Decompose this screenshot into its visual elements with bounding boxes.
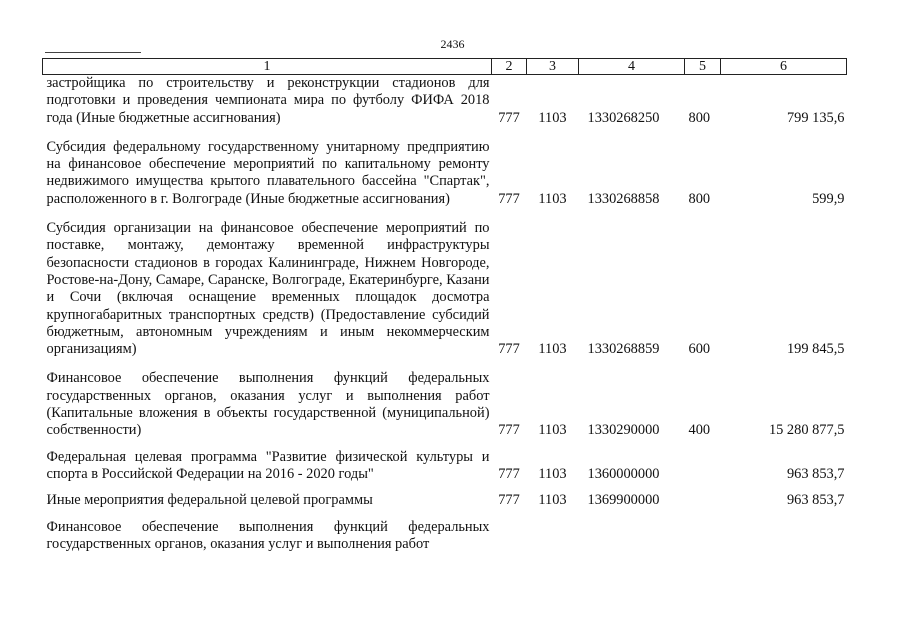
row-section-code: 1103 [538, 422, 567, 439]
table-row [43, 492, 847, 518]
row-amount [721, 519, 847, 554]
table-row [43, 370, 847, 448]
column-header-6: 6 [721, 59, 847, 75]
row-description: Федеральная целевая программа "Развитие физической культуры и спорта в Российской Федерации на 2016 - 2020 годы" [46, 448, 490, 482]
table-row [43, 449, 847, 493]
row-target-article [579, 519, 685, 554]
row-expense-type [685, 519, 721, 554]
row-expense-type: 800 [688, 190, 711, 207]
row-ministry-code: 777 [498, 492, 520, 509]
column-header-5: 5 [685, 59, 721, 75]
row-expense-type [685, 449, 721, 493]
row-amount: 963 853,7 [786, 465, 845, 482]
row-amount: 199 845,5 [786, 341, 845, 358]
row-section-code: 1103 [538, 341, 567, 358]
table-row [43, 220, 847, 370]
table-row [43, 75, 847, 139]
row-target-article: 1330268858 [587, 190, 660, 207]
row-ministry-code: 777 [498, 465, 520, 482]
row-section-code: 1103 [538, 109, 567, 126]
row-expense-type [685, 492, 721, 518]
row-target-article: 1330268250 [587, 109, 660, 126]
row-target-article: 1360000000 [587, 465, 660, 482]
row-expense-type: 600 [688, 341, 711, 358]
row-ministry-code: 777 [498, 422, 520, 439]
row-description: Субсидия организации на финансовое обеспечение мероприятий по поставке, монтажу, демонтажу временной инфраструктуры безопасности стадионов в городах Калининграде, Нижнем Новгороде, Ростове-на-Дону, Самаре, Саранске, Волгограде, Екатеринбурге, Казани и Сочи (включая оснащение временных площадок досмотра крупногабаритных транспортных средств) (Предоставление субсидий бюджетным, автономным учреждениям и иным некоммерческим организациям) [46, 220, 490, 358]
column-header-1: 1 [43, 59, 492, 75]
row-description: застройщика по строительству и реконструкции стадионов для подготовки и проведения чемпионата мира по футболу ФИФА 2018 года (Иные бюджетные ассигнования) [46, 75, 490, 126]
row-ministry-code: 777 [498, 190, 520, 207]
budget-table [42, 58, 847, 553]
column-header-4: 4 [579, 59, 685, 75]
table-row [43, 139, 847, 220]
row-ministry-code [492, 519, 527, 554]
row-section-code [527, 519, 579, 554]
row-ministry-code: 777 [498, 109, 520, 126]
page-number: 2436 [440, 37, 465, 51]
row-expense-type: 400 [688, 422, 711, 439]
column-header-3: 3 [527, 59, 579, 75]
row-amount: 963 853,7 [786, 492, 845, 509]
row-description: Иные мероприятия федеральной целевой программы [46, 492, 373, 509]
row-description: Финансовое обеспечение выполнения функций федеральных государственных органов, оказания услуг и выполнения работ (Капитальные вложения в объекты государственной (муниципальной) собственности) [46, 370, 490, 439]
column-header-2: 2 [492, 59, 527, 75]
header-rule [45, 52, 141, 53]
table-row [43, 519, 847, 554]
row-description: Субсидия федеральному государственному унитарному предприятию на финансовое обеспечение мероприятий по капитальному ремонту недвижимого имущества крытого плавательного бассейна "Спартак", расположенного в г. Волгограде (Иные бюджетные ассигнования) [46, 138, 490, 207]
row-amount: 599,9 [812, 190, 845, 207]
row-description: Финансовое обеспечение выполнения функций федеральных государственных органов, оказания услуг и выполнения работ [46, 518, 490, 552]
table-header-row [43, 59, 847, 75]
row-target-article: 1330290000 [587, 422, 660, 439]
row-amount: 799 135,6 [786, 109, 845, 126]
row-amount: 15 280 877,5 [768, 422, 845, 439]
row-section-code: 1103 [538, 465, 567, 482]
row-target-article: 1330268859 [587, 341, 660, 358]
row-section-code: 1103 [538, 492, 567, 509]
row-expense-type: 800 [688, 109, 711, 126]
row-section-code: 1103 [538, 190, 567, 207]
row-ministry-code: 777 [498, 341, 520, 358]
row-target-article: 1369900000 [587, 492, 660, 509]
